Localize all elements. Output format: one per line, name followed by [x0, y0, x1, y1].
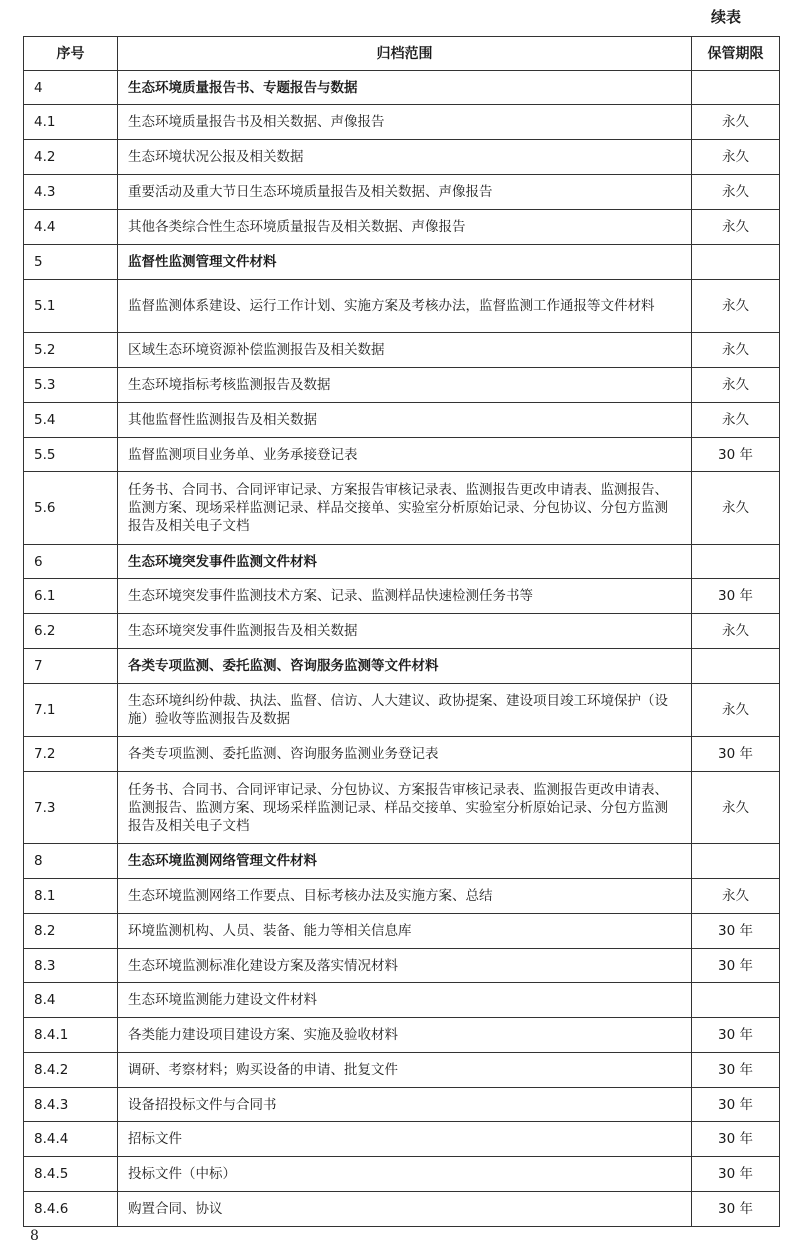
table-row [24, 914, 780, 949]
row-retention-period [692, 71, 780, 105]
row-number: 7.3 [24, 772, 118, 844]
row-number: 8.3 [24, 949, 118, 983]
row-number: 6.1 [24, 579, 118, 614]
row-retention-period [692, 545, 780, 579]
row-archive-scope: 购置合同、协议 [118, 1192, 692, 1227]
row-archive-scope: 任务书、合同书、合同评审记录、方案报告审核记录表、监测报告更改申请表、监测报告、监测方案、现场采样监测记录、样品交接单、实验室分析原始记录、分包协议、分包方监测报告及相关电子文档 [118, 472, 692, 545]
row-number: 5.3 [24, 368, 118, 403]
table-row [24, 1018, 780, 1053]
row-retention-period: 30 年 [692, 949, 780, 983]
table-row [24, 175, 780, 210]
table-row [24, 684, 780, 737]
table-row [24, 949, 780, 983]
row-number: 4.2 [24, 140, 118, 175]
row-archive-scope: 各类专项监测、委托监测、咨询服务监测业务登记表 [118, 737, 692, 772]
table-row [24, 879, 780, 914]
table-row [24, 472, 780, 545]
row-archive-scope: 设备招投标文件与合同书 [118, 1088, 692, 1122]
row-number: 8.4.1 [24, 1018, 118, 1053]
row-number: 8.4.5 [24, 1157, 118, 1192]
row-retention-period: 30 年 [692, 1053, 780, 1088]
row-number: 5 [24, 245, 118, 280]
table-row [24, 438, 780, 472]
row-number: 7 [24, 649, 118, 684]
row-archive-scope: 监督性监测管理文件材料 [118, 245, 692, 280]
row-archive-scope: 环境监测机构、人员、装备、能力等相关信息库 [118, 914, 692, 949]
row-archive-scope: 调研、考察材料；购买设备的申请、批复文件 [118, 1053, 692, 1088]
table-row [24, 210, 780, 245]
table-row [24, 614, 780, 649]
table-row [24, 737, 780, 772]
row-number: 8.1 [24, 879, 118, 914]
row-retention-period: 永久 [692, 684, 780, 737]
row-archive-scope: 生态环境状况公报及相关数据 [118, 140, 692, 175]
row-number: 5.5 [24, 438, 118, 472]
table-row [24, 368, 780, 403]
table-row [24, 1053, 780, 1088]
row-archive-scope: 任务书、合同书、合同评审记录、分包协议、方案报告审核记录表、监测报告更改申请表、监测报告、监测方案、现场采样监测记录、样品交接单、实验室分析原始记录、分包方监测报告及相关电子文档 [118, 772, 692, 844]
row-retention-period: 30 年 [692, 1157, 780, 1192]
archive-table [23, 36, 780, 1227]
row-retention-period: 30 年 [692, 579, 780, 614]
row-archive-scope: 生态环境监测能力建设文件材料 [118, 983, 692, 1018]
row-retention-period: 永久 [692, 140, 780, 175]
table-row [24, 579, 780, 614]
table-row [24, 844, 780, 879]
row-number: 8.2 [24, 914, 118, 949]
row-archive-scope: 生态环境突发事件监测报告及相关数据 [118, 614, 692, 649]
table-row [24, 71, 780, 105]
table-row [24, 403, 780, 438]
row-retention-period: 永久 [692, 772, 780, 844]
row-number: 8 [24, 844, 118, 879]
row-number: 8.4.3 [24, 1088, 118, 1122]
row-archive-scope: 生态环境质量报告书及相关数据、声像报告 [118, 105, 692, 140]
row-retention-period [692, 844, 780, 879]
row-retention-period [692, 983, 780, 1018]
row-retention-period [692, 245, 780, 280]
row-archive-scope: 各类专项监测、委托监测、咨询服务监测等文件材料 [118, 649, 692, 684]
row-retention-period: 30 年 [692, 438, 780, 472]
row-retention-period: 30 年 [692, 1192, 780, 1227]
table-row [24, 105, 780, 140]
row-retention-period: 永久 [692, 105, 780, 140]
row-retention-period: 永久 [692, 280, 780, 333]
table-row [24, 1088, 780, 1122]
row-number: 5.4 [24, 403, 118, 438]
row-archive-scope: 生态环境质量报告书、专题报告与数据 [118, 71, 692, 105]
row-retention-period: 30 年 [692, 737, 780, 772]
row-archive-scope: 生态环境指标考核监测报告及数据 [118, 368, 692, 403]
row-number: 8.4 [24, 983, 118, 1018]
table-row [24, 545, 780, 579]
row-retention-period: 永久 [692, 210, 780, 245]
row-archive-scope: 监督监测体系建设、运行工作计划、实施方案及考核办法，监督监测工作通报等文件材料 [118, 280, 692, 333]
row-number: 6 [24, 545, 118, 579]
row-number: 8.4.4 [24, 1122, 118, 1157]
row-retention-period: 永久 [692, 333, 780, 368]
table-row [24, 772, 780, 844]
row-retention-period: 30 年 [692, 914, 780, 949]
row-number: 4.1 [24, 105, 118, 140]
row-number: 7.1 [24, 684, 118, 737]
table-row [24, 245, 780, 280]
row-archive-scope: 生态环境监测网络管理文件材料 [118, 844, 692, 879]
row-archive-scope: 各类能力建设项目建设方案、实施及验收材料 [118, 1018, 692, 1053]
row-number: 8.4.6 [24, 1192, 118, 1227]
row-archive-scope: 招标文件 [118, 1122, 692, 1157]
table-row [24, 1192, 780, 1227]
row-retention-period: 永久 [692, 175, 780, 210]
row-archive-scope: 生态环境突发事件监测技术方案、记录、监测样品快速检测任务书等 [118, 579, 692, 614]
row-archive-scope: 生态环境监测网络工作要点、目标考核办法及实施方案、总结 [118, 879, 692, 914]
row-number: 5.6 [24, 472, 118, 545]
table-body [24, 71, 780, 1227]
table-row [24, 1122, 780, 1157]
table-row [24, 333, 780, 368]
row-archive-scope: 生态环境监测标准化建设方案及落实情况材料 [118, 949, 692, 983]
row-number: 8.4.2 [24, 1053, 118, 1088]
page-number: 8 [30, 1228, 39, 1244]
header-archive-scope: 归档范围 [118, 37, 692, 71]
row-archive-scope: 监督监测项目业务单、业务承接登记表 [118, 438, 692, 472]
row-archive-scope: 生态环境突发事件监测文件材料 [118, 545, 692, 579]
table-row [24, 649, 780, 684]
row-number: 7.2 [24, 737, 118, 772]
row-retention-period [692, 649, 780, 684]
row-retention-period: 永久 [692, 879, 780, 914]
row-retention-period: 永久 [692, 472, 780, 545]
row-number: 5.2 [24, 333, 118, 368]
row-number: 5.1 [24, 280, 118, 333]
continued-label: 续表 [711, 8, 742, 26]
row-archive-scope: 其他各类综合性生态环境质量报告及相关数据、声像报告 [118, 210, 692, 245]
table-header-row [24, 37, 780, 71]
table-row [24, 280, 780, 333]
row-retention-period: 永久 [692, 614, 780, 649]
table-row [24, 140, 780, 175]
row-number: 6.2 [24, 614, 118, 649]
row-retention-period: 30 年 [692, 1122, 780, 1157]
table-row [24, 1157, 780, 1192]
row-retention-period: 永久 [692, 403, 780, 438]
table-row [24, 983, 780, 1018]
row-number: 4 [24, 71, 118, 105]
row-number: 4.3 [24, 175, 118, 210]
header-retention-period: 保管期限 [692, 37, 780, 71]
row-number: 4.4 [24, 210, 118, 245]
row-archive-scope: 生态环境纠纷仲裁、执法、监督、信访、人大建议、政协提案、建设项目竣工环境保护（设施）验收等监测报告及数据 [118, 684, 692, 737]
row-retention-period: 永久 [692, 368, 780, 403]
row-archive-scope: 其他监督性监测报告及相关数据 [118, 403, 692, 438]
row-archive-scope: 重要活动及重大节日生态环境质量报告及相关数据、声像报告 [118, 175, 692, 210]
row-retention-period: 30 年 [692, 1088, 780, 1122]
header-number: 序号 [24, 37, 118, 71]
row-retention-period: 30 年 [692, 1018, 780, 1053]
row-archive-scope: 区域生态环境资源补偿监测报告及相关数据 [118, 333, 692, 368]
row-archive-scope: 投标文件（中标） [118, 1157, 692, 1192]
